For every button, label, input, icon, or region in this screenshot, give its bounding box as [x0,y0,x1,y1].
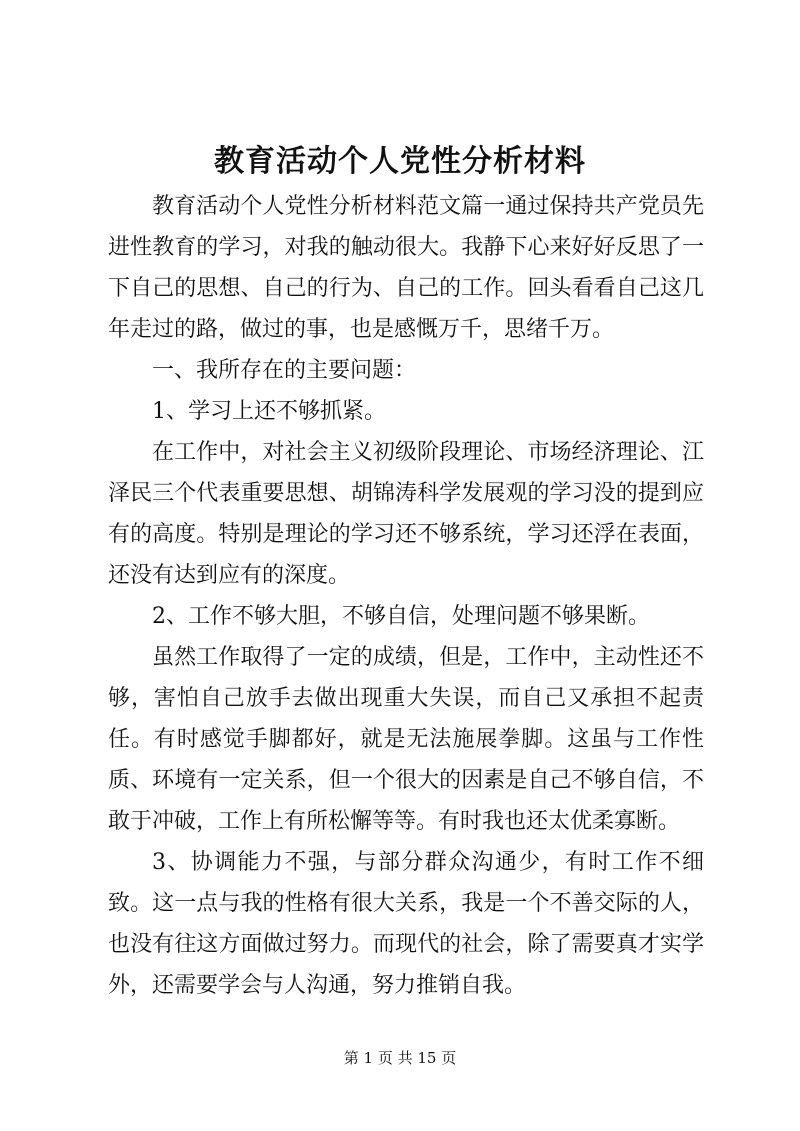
point-2-body: 虽然工作取得了一定的成绩，但是，工作中，主动性还不够，害怕自己放手去做出现重大失误，而自己又承担不起责任。有时感觉手脚都好，就是无法施展拳脚。这虽与工作性质、环境有一定关系，但一个很大的因素是自己不够自信，不敢于冲破，工作上有所松懈等等。有时我也还太优柔寡断。 [108,645,704,834]
point-3-paragraph: 3、协调能力不强，与部分群众沟通少，有时工作不细致。这一点与我的性格有很大关系，我是一个不善交际的人，也没有往这方面做过努力。而现代的社会，除了需要真才实学外，还需要学会与人沟通，努力推销自我。 [108,850,704,998]
point-1-body: 在工作中，对社会主义初级阶段理论、市场经济理论、江泽民三个代表重要思想、胡锦涛科学发展观的学习没的提到应有的高度。特别是理论的学习还不够系统，学习还浮在表面，还没有达到应有的深度。 [108,440,704,588]
paragraph-intro: 教育活动个人党性分析材料范文篇一通过保持共产党员先进性教育的学习，对我的触动很大。我静下心来好好反思了一下自己的思想、自己的行为、自己的工作。回头看看自己这几年走过的路，做过的事，也是感慨万千，思绪千万。 [108,194,704,342]
section-heading-problems: 一、我所存在的主要问题： [152,358,417,383]
point-1-heading: 1、学习上还不够抓紧。 [152,399,386,424]
page-number-footer: 第 1 页 共 15 页 [343,1049,457,1067]
point-2-heading: 2、工作不够大胆，不够自信，处理问题不够果断。 [152,604,650,629]
document-body [108,186,704,1006]
document-title: 教育活动个人党性分析材料 [214,144,586,179]
